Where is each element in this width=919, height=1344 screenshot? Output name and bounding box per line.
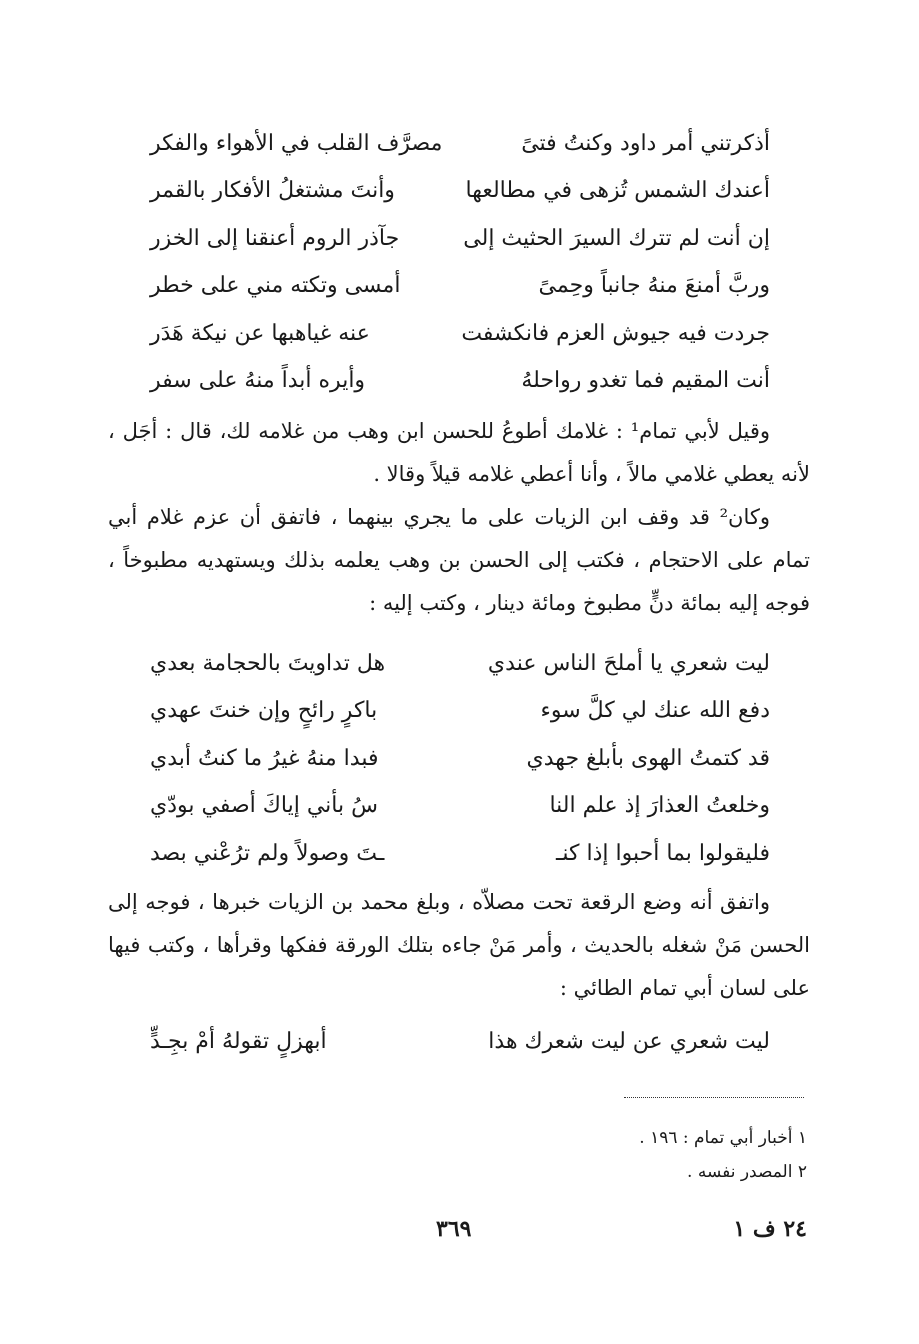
verse-second-hemistich: مصرَّف القلب في الأهواء والفكر — [150, 130, 443, 156]
verse-first-hemistich: دفع الله عنك لي كلَّ سوء — [540, 698, 770, 724]
verse-first-hemistich: أعندك الشمس تُزهى في مطالعها — [465, 178, 770, 204]
verse-second-hemistich: سُ بأني إياكَ أصفي بودّي — [150, 793, 378, 819]
verse-first-hemistich: جردت فيه جيوش العزم فانكشفت — [461, 320, 770, 346]
verse — [150, 640, 770, 688]
verse — [150, 310, 770, 358]
verse-second-hemistich: أبهزلٍ تقولهُ أمْ بجِـدٍّ — [150, 1028, 327, 1054]
verse-first-hemistich: وربَّ أمنعَ منهُ جانباً وحِمىً — [538, 273, 770, 299]
paragraph: وقيل لأبي تمام¹ : غلامك أطوعُ للحسن ابن وهب من غلامه لك، قال : أجَل ، لأنه يعطي غلامي مالاً ، وأنا أعطي غلامه قيلاً وقالا . — [108, 419, 810, 486]
paragraph: واتفق أنه وضع الرقعة تحت مصلاّه ، وبلغ محمد بن الزيات خبرها ، فوجه إلى الحسن مَنْ شغله بالحديث ، وأمر مَنْ جاءه بتلك الورقة ففكها وقرأها ، وكتب فيها على لسان أبي تمام الطائي : — [108, 890, 810, 1000]
verse-second-hemistich: عنه غياهبها عن نيكة هَدَر — [150, 320, 370, 346]
poem-3 — [150, 1018, 770, 1066]
verse — [150, 215, 770, 263]
verse-first-hemistich: إن أنت لم تترك السيرَ الحثيث إلى — [463, 225, 770, 251]
verse — [150, 783, 770, 831]
verse — [150, 358, 770, 406]
footnote-separator — [624, 1097, 804, 1098]
verse-second-hemistich: ـتَ وصولاً ولم ترُعْني بصد — [150, 840, 385, 866]
page-number: ٣٦٩ — [436, 1216, 472, 1242]
poem-2 — [150, 640, 770, 878]
verse-second-hemistich: جآذر الروم أعنقنا إلى الخزر — [150, 225, 400, 251]
verse-second-hemistich: أمسى وتكته مني على خطر — [150, 273, 401, 299]
verse-second-hemistich: فبدا منهُ غيرُ ما كنتُ أبدي — [150, 745, 379, 771]
verse-first-hemistich: أنت المقيم فما تغدو رواحلهُ — [521, 368, 770, 394]
verse — [150, 120, 770, 168]
verse-first-hemistich: أذكرتني أمر داود وكنتُ فتىً — [521, 130, 770, 156]
footnote-1: ١ أخبار أبي تمام : ١٩٦ . — [639, 1128, 807, 1148]
footnote-2: ٢ المصدر نفسه . — [687, 1162, 807, 1182]
prose-block-1 — [108, 410, 810, 625]
prose-block-2 — [108, 881, 810, 1010]
verse — [150, 688, 770, 736]
verse-first-hemistich: ليت شعري يا أملحَ الناس عندي — [487, 650, 770, 676]
verse — [150, 735, 770, 783]
verse-second-hemistich: وأنتَ مشتغلُ الأفكار بالقمر — [150, 178, 395, 204]
verse — [150, 263, 770, 311]
verse — [150, 1018, 770, 1066]
paragraph: وكان² قد وقف ابن الزيات على ما يجري بينهما ، فاتفق أن عزم غلام أبي تمام على الاحتجام ، فكتب إلى الحسن بن وهب يعلمه بذلك ويستهديه مطبوخاً ، فوجه إليه بمائة دنٍّ مطبوخ ومائة دينار ، وكتب إليه : — [108, 505, 810, 615]
verse-second-hemistich: وأيره أبداً منهُ على سفر — [150, 368, 366, 394]
verse-first-hemistich: ليت شعري عن ليت شعرك هذا — [488, 1028, 770, 1054]
printer-signature: ٢٤ ف ١ — [733, 1216, 807, 1242]
verse-first-hemistich: قد كتمتُ الهوى بأبلغ جهدي — [526, 745, 770, 771]
poem-1 — [150, 120, 770, 405]
verse — [150, 830, 770, 878]
verse-first-hemistich: وخلعتُ العذارَ إذ علم النا — [549, 793, 770, 819]
verse-second-hemistich: باكرٍ رائحٍ وإن خنتَ عهدي — [150, 698, 378, 724]
verse-first-hemistich: فليقولوا بما أحبوا إذا كنـ — [555, 840, 770, 866]
verse-second-hemistich: هل تداويتَ بالحجامة بعدي — [150, 650, 386, 676]
verse — [150, 168, 770, 216]
